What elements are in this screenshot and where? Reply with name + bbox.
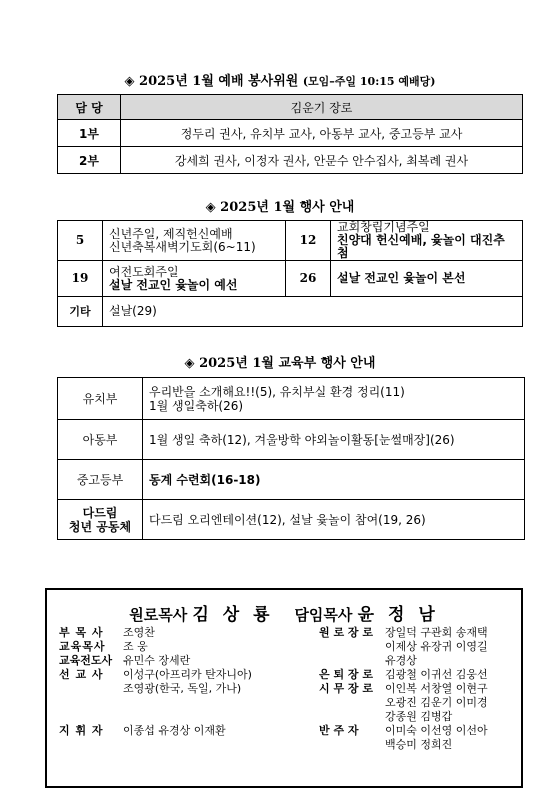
table-row (58, 120, 523, 147)
staff-value: 조영광(한국, 독일, 가나) (123, 682, 242, 695)
staff-value: 이미숙 이선영 이선아 (385, 724, 488, 737)
list-item (59, 724, 252, 738)
staff-value: 이성구(아프리카 탄자니아) (123, 668, 252, 681)
dept-label-line: 청년 공동체 (68, 519, 132, 534)
table-row (58, 147, 523, 174)
service-header-label: 담 당 (58, 95, 121, 120)
staff-label: 선 교 사 (59, 668, 104, 681)
event-line: 친양대 헌신예배, 윷놀이 대진추첨 (337, 233, 505, 260)
staff-label: 교육목사 (59, 640, 106, 653)
dept-events: 다드림 오리엔테이션(12), 설날 윷놀이 참여(19, 26) (143, 500, 525, 540)
section1-title-text: ◈ 2025년 1월 예배 봉사위원 (124, 74, 299, 89)
staff-left-list (59, 626, 252, 738)
list-item (59, 640, 252, 654)
dept-events (143, 378, 525, 420)
emeritus-name: 김 상 룡 (192, 605, 274, 625)
dept-events: 동계 수련회(16-18) (143, 460, 525, 500)
table-row (58, 297, 523, 327)
senior-label: 담임목사 (294, 606, 353, 624)
event-day: 19 (58, 261, 103, 297)
list-item (319, 626, 488, 640)
section3-title: ◈ 2025년 1월 교육부 행사 안내 (184, 356, 376, 371)
list-item (59, 626, 252, 640)
table-row (58, 261, 523, 297)
list-item (319, 724, 488, 738)
event-line: 신년주일, 제직헌신예배 (109, 226, 233, 241)
service-row-label: 2부 (58, 147, 121, 174)
dept-line: 우리반을 소개해요!!(5), 유치부실 환경 정리(11) (149, 384, 405, 399)
staff-value: 백승미 정희진 (385, 738, 453, 751)
staff-value: 강종원 김병갑 (385, 710, 453, 723)
events-table (57, 220, 523, 327)
staff-value: 이인복 서창열 이현구 (385, 682, 488, 695)
staff-value: 오광진 김운기 이미경 (385, 696, 488, 709)
event-desc (331, 221, 523, 261)
staff-value: 이종섭 유경상 이재환 (123, 724, 226, 737)
service-header-row (58, 95, 523, 120)
emeritus-label: 원로목사 (129, 606, 188, 624)
list-item (319, 668, 488, 682)
table-row (58, 221, 523, 261)
section1-title (0, 70, 560, 89)
service-row-value: 정두리 권사, 유치부 교사, 아동부 교사, 중고등부 교사 (121, 120, 523, 147)
dept-events: 1월 생일 축하(12), 겨울방학 야외놀이활동[눈썰매장](26) (143, 420, 525, 460)
staff-heading (47, 600, 521, 625)
event-line: 신년축복새벽기도회(6~11) (109, 239, 256, 254)
staff-box (45, 588, 523, 788)
staff-label: 은 퇴 장 로 (319, 668, 373, 681)
staff-label: 교육전도사 (59, 654, 113, 667)
dept-label-line: 다드림 (82, 505, 118, 520)
event-line: 설날 전교인 윷놀이 예선 (109, 277, 238, 292)
dept-label: 중고등부 (58, 460, 143, 500)
section1-subtitle: (모임–주일 10:15 예배당) (302, 75, 436, 88)
list-item (319, 710, 488, 724)
event-day: 12 (286, 221, 331, 261)
senior-name: 윤 정 남 (357, 605, 439, 625)
table-row (58, 460, 525, 500)
staff-label: 시 무 장 로 (319, 682, 373, 695)
list-item (319, 696, 488, 710)
table-row (58, 420, 525, 460)
list-item (319, 682, 488, 696)
event-day: 26 (286, 261, 331, 297)
other-label: 기타 (58, 297, 103, 327)
education-table (57, 377, 525, 540)
list-item (59, 654, 252, 668)
dept-label: 유치부 (58, 378, 143, 420)
dept-label (58, 500, 143, 540)
staff-value: 조영찬 (123, 626, 155, 639)
staff-value: 조 웅 (123, 640, 148, 653)
staff-label: 부 목 사 (59, 626, 104, 639)
service-header-value: 김운기 장로 (121, 95, 523, 120)
event-desc: 설날 전교인 윷놀이 본선 (331, 261, 523, 297)
event-day: 5 (58, 221, 103, 261)
staff-label: 반 주 자 (319, 724, 359, 737)
other-value: 설날(29) (103, 297, 523, 327)
section2-title: ◈ 2025년 1월 행사 안내 (205, 200, 355, 215)
event-line: 교회창립기념주일 (337, 220, 430, 234)
list-item (59, 682, 252, 696)
table-row (58, 500, 525, 540)
staff-label: 지 휘 자 (59, 724, 104, 737)
list-item (319, 640, 488, 654)
event-desc (103, 261, 286, 297)
dept-line: 1월 생일축하(26) (149, 398, 244, 413)
service-table (57, 94, 523, 174)
event-desc (103, 221, 286, 261)
staff-value: 유경상 (385, 654, 417, 667)
list-item (319, 654, 488, 668)
staff-value: 김광철 이귀선 김웅선 (385, 668, 488, 681)
staff-value: 유민수 장세란 (123, 654, 191, 667)
staff-label: 원 로 장 로 (319, 626, 373, 639)
table-row (58, 378, 525, 420)
service-row-value: 강세희 권사, 이정자 권사, 안문수 안수집사, 최복례 권사 (121, 147, 523, 174)
list-item (319, 738, 488, 752)
staff-right-list (319, 626, 488, 752)
staff-value: 이제상 유장귀 이영길 (385, 640, 488, 653)
list-item (59, 668, 252, 682)
event-line: 여전도회주일 (109, 264, 179, 279)
dept-label: 아동부 (58, 420, 143, 460)
staff-value: 장일덕 구관회 송재택 (385, 626, 488, 639)
service-row-label: 1부 (58, 120, 121, 147)
